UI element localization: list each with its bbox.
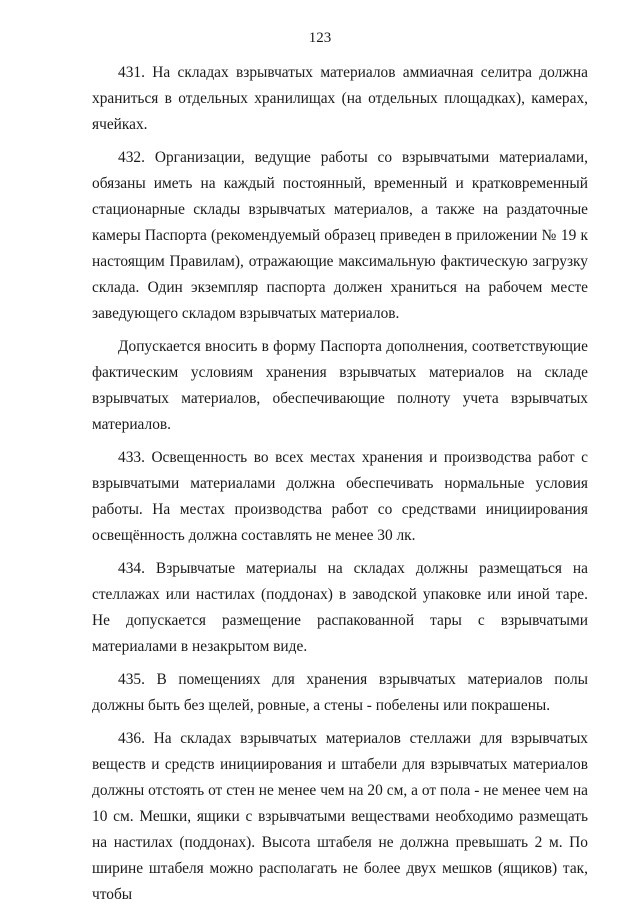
paragraph-431: 431. На складах взрывчатых материалов аммиачная селитра должна храниться в отдельных хранилищах (на отдельных площадках), камерах, ячейках. [92,64,588,133]
paragraph-436: 436. На складах взрывчатых материалов стеллажи для взрывчатых веществ и средств инициирования и штабели для взрывчатых материалов должны отстоять от стен не менее чем на 20 см, а от пола - не менее чем на 10 см. Мешки, ящики с взрывчатыми веществами необходимо размещать на настилах (поддонах). Высота штабеля не должна превышать 2 м. По ширине штабеля можно располагать не более двух мешков (ящиков) так, чтобы [92,730,588,903]
page-number: 123 [308,30,332,46]
paragraph-432: 432. Организации, ведущие работы со взрывчатыми материалами, обязаны иметь на каждый постоянный, временный и кратковременный стационарные склады взрывчатых материалов, а также на раздаточные камеры Паспорта (рекомендуемый образец приведен в приложении № 19 к настоящим Правилам), отражающие максимальную фактическую загрузку склада. Один экземпляр паспорта должен храниться на рабочем месте заведующего складом взрывчатых материалов. [92,149,588,322]
paragraph-433: 433. Освещенность во всех местах хранения и производства работ с взрывчатыми материалами должна обеспечивать нормальные условия работы. На местах производства работ со средствами инициирования освещённость должна составлять не менее 30 лк. [92,449,588,544]
document-body [92,60,588,915]
paragraph-434: 434. Взрывчатые материалы на складах должны размещаться на стеллажах или настилах (поддонах) в заводской упаковке или иной таре. Не допускается размещение распакованной тары с взрывчатыми материалами в незакрытом виде. [92,560,588,655]
paragraph-435: 435. В помещениях для хранения взрывчатых материалов полы должны быть без щелей, ровные, а стены - побелены или покрашены. [92,671,588,714]
paragraph-432-addendum: Допускается вносить в форму Паспорта дополнения, соответствующие фактическим условиям хранения взрывчатых материалов на складе взрывчатых материалов, обеспечивающие полноту учета взрывчатых материалов. [92,338,588,433]
